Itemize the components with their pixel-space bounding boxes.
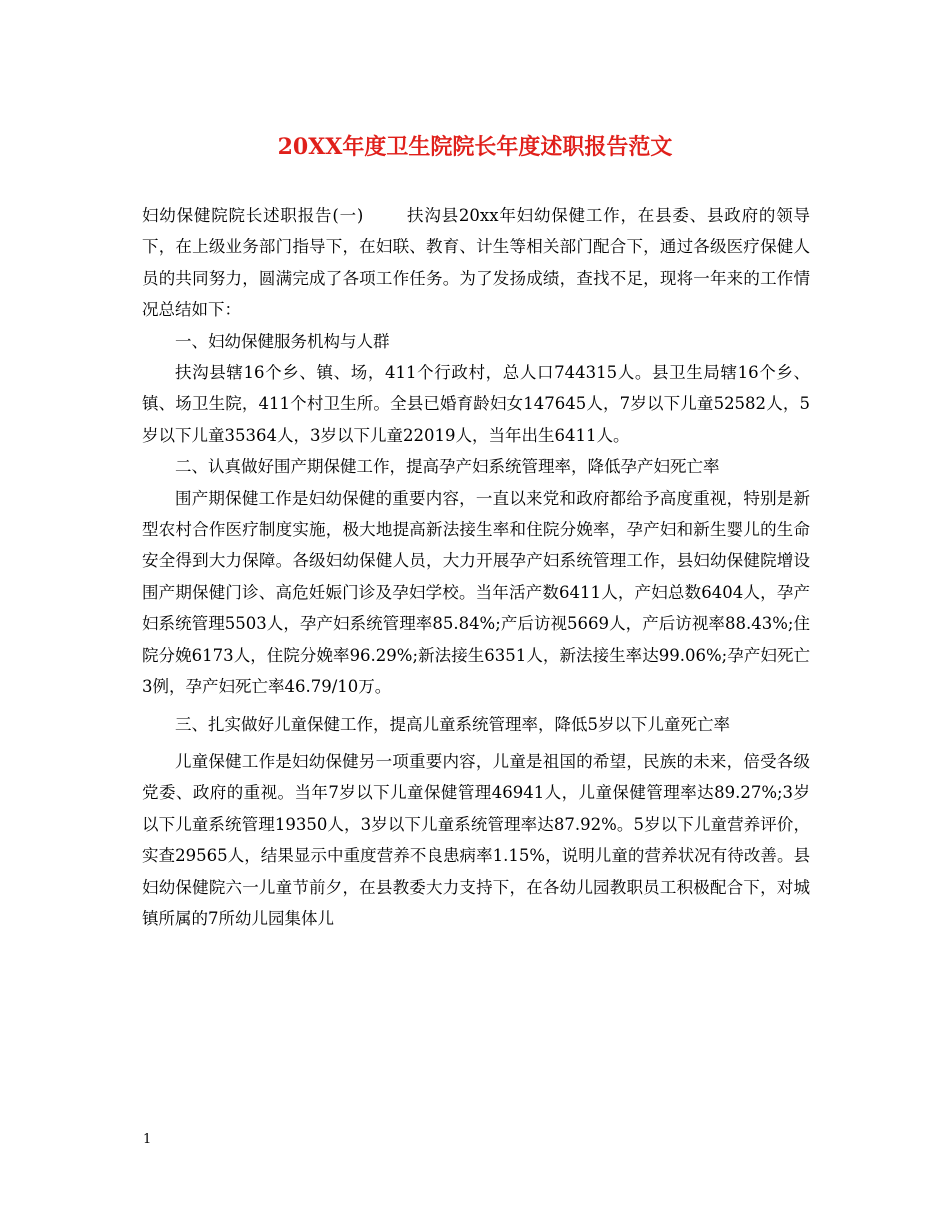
intro-paragraph [142,200,810,326]
section-heading-1: 一、妇幼保健服务机构与人群 [175,331,390,351]
body-paragraph-1: 扶沟县辖16个乡、镇、场，411个行政村，总人口744315人。县卫生局辖16个乡、镇、场卫生院，411个村卫生所。全县已婚育龄妇女147645人，7岁以下儿童52582人，5岁以下儿童35364人，3岁以下儿童22019人，当年出生6411人。 [142,363,810,445]
body-paragraph-3: 儿童保健工作是妇幼保健另一项重要内容，儿童是祖国的希望，民族的未来，倍受各级党委、政府的重视。当年7岁以下儿童保健管理46941人，儿童保健管理率达89.27%;3岁以下儿童系统管理19350人，3岁以下儿童系统管理率达87.92%。5岁以下儿童营养评价，实查29565人，结果显示中重度营养不良患病率1.15%，说明儿童的营养状况有待改善。县妇幼保健院六一儿童节前夕，在县教委大力支持下，在各幼儿园教职员工积极配合下，对城镇所属的7所幼儿园集体儿 [142,751,810,928]
intro-heading: 妇幼保健院院长述职报告(一) [142,206,364,225]
section-heading-2: 二、认真做好围产期保健工作，提高孕产妇系统管理率，降低孕产妇死亡率 [175,457,720,477]
document-title: 20XX年度卫生院院长年度述职报告范文 [277,134,673,160]
section-heading-3: 三、扎实做好儿童保健工作，提高儿童系统管理率，降低5岁以下儿童死亡率 [175,714,730,734]
body-paragraph-2: 围产期保健工作是妇幼保健的重要内容，一直以来党和政府都给予高度重视，特别是新型农村合作医疗制度实施，极大地提高新法接生率和住院分娩率，孕产妇和新生婴儿的生命安全得到大力保障。各级妇幼保健人员，大力开展孕产妇系统管理工作，县妇幼保健院增设围产期保健门诊、高危妊娠门诊及孕妇学校。当年活产数6411人，产妇总数6404人，孕产妇系统管理5503人，孕产妇系统管理率85.84%;产后访视5669人，产后访视率88.43%;住院分娩6173人，住院分娩率96.29%;新法接生6351人，新法接生率达99.06%;孕产妇死亡3例，孕产妇死亡率46.79/10万。 [142,488,810,697]
intro-text: 扶沟县20xx年妇幼保健工作，在县委、县政府的领导下，在上级业务部门指导下，在妇联、教育、计生等相关部门配合下，通过各级医疗保健人员的共同努力，圆满完成了各项工作任务。为了发扬成绩，查找不足，现将一年来的工作情况总结如下： [142,206,811,320]
page-number: 1 [143,1132,152,1147]
document-body [142,200,810,934]
